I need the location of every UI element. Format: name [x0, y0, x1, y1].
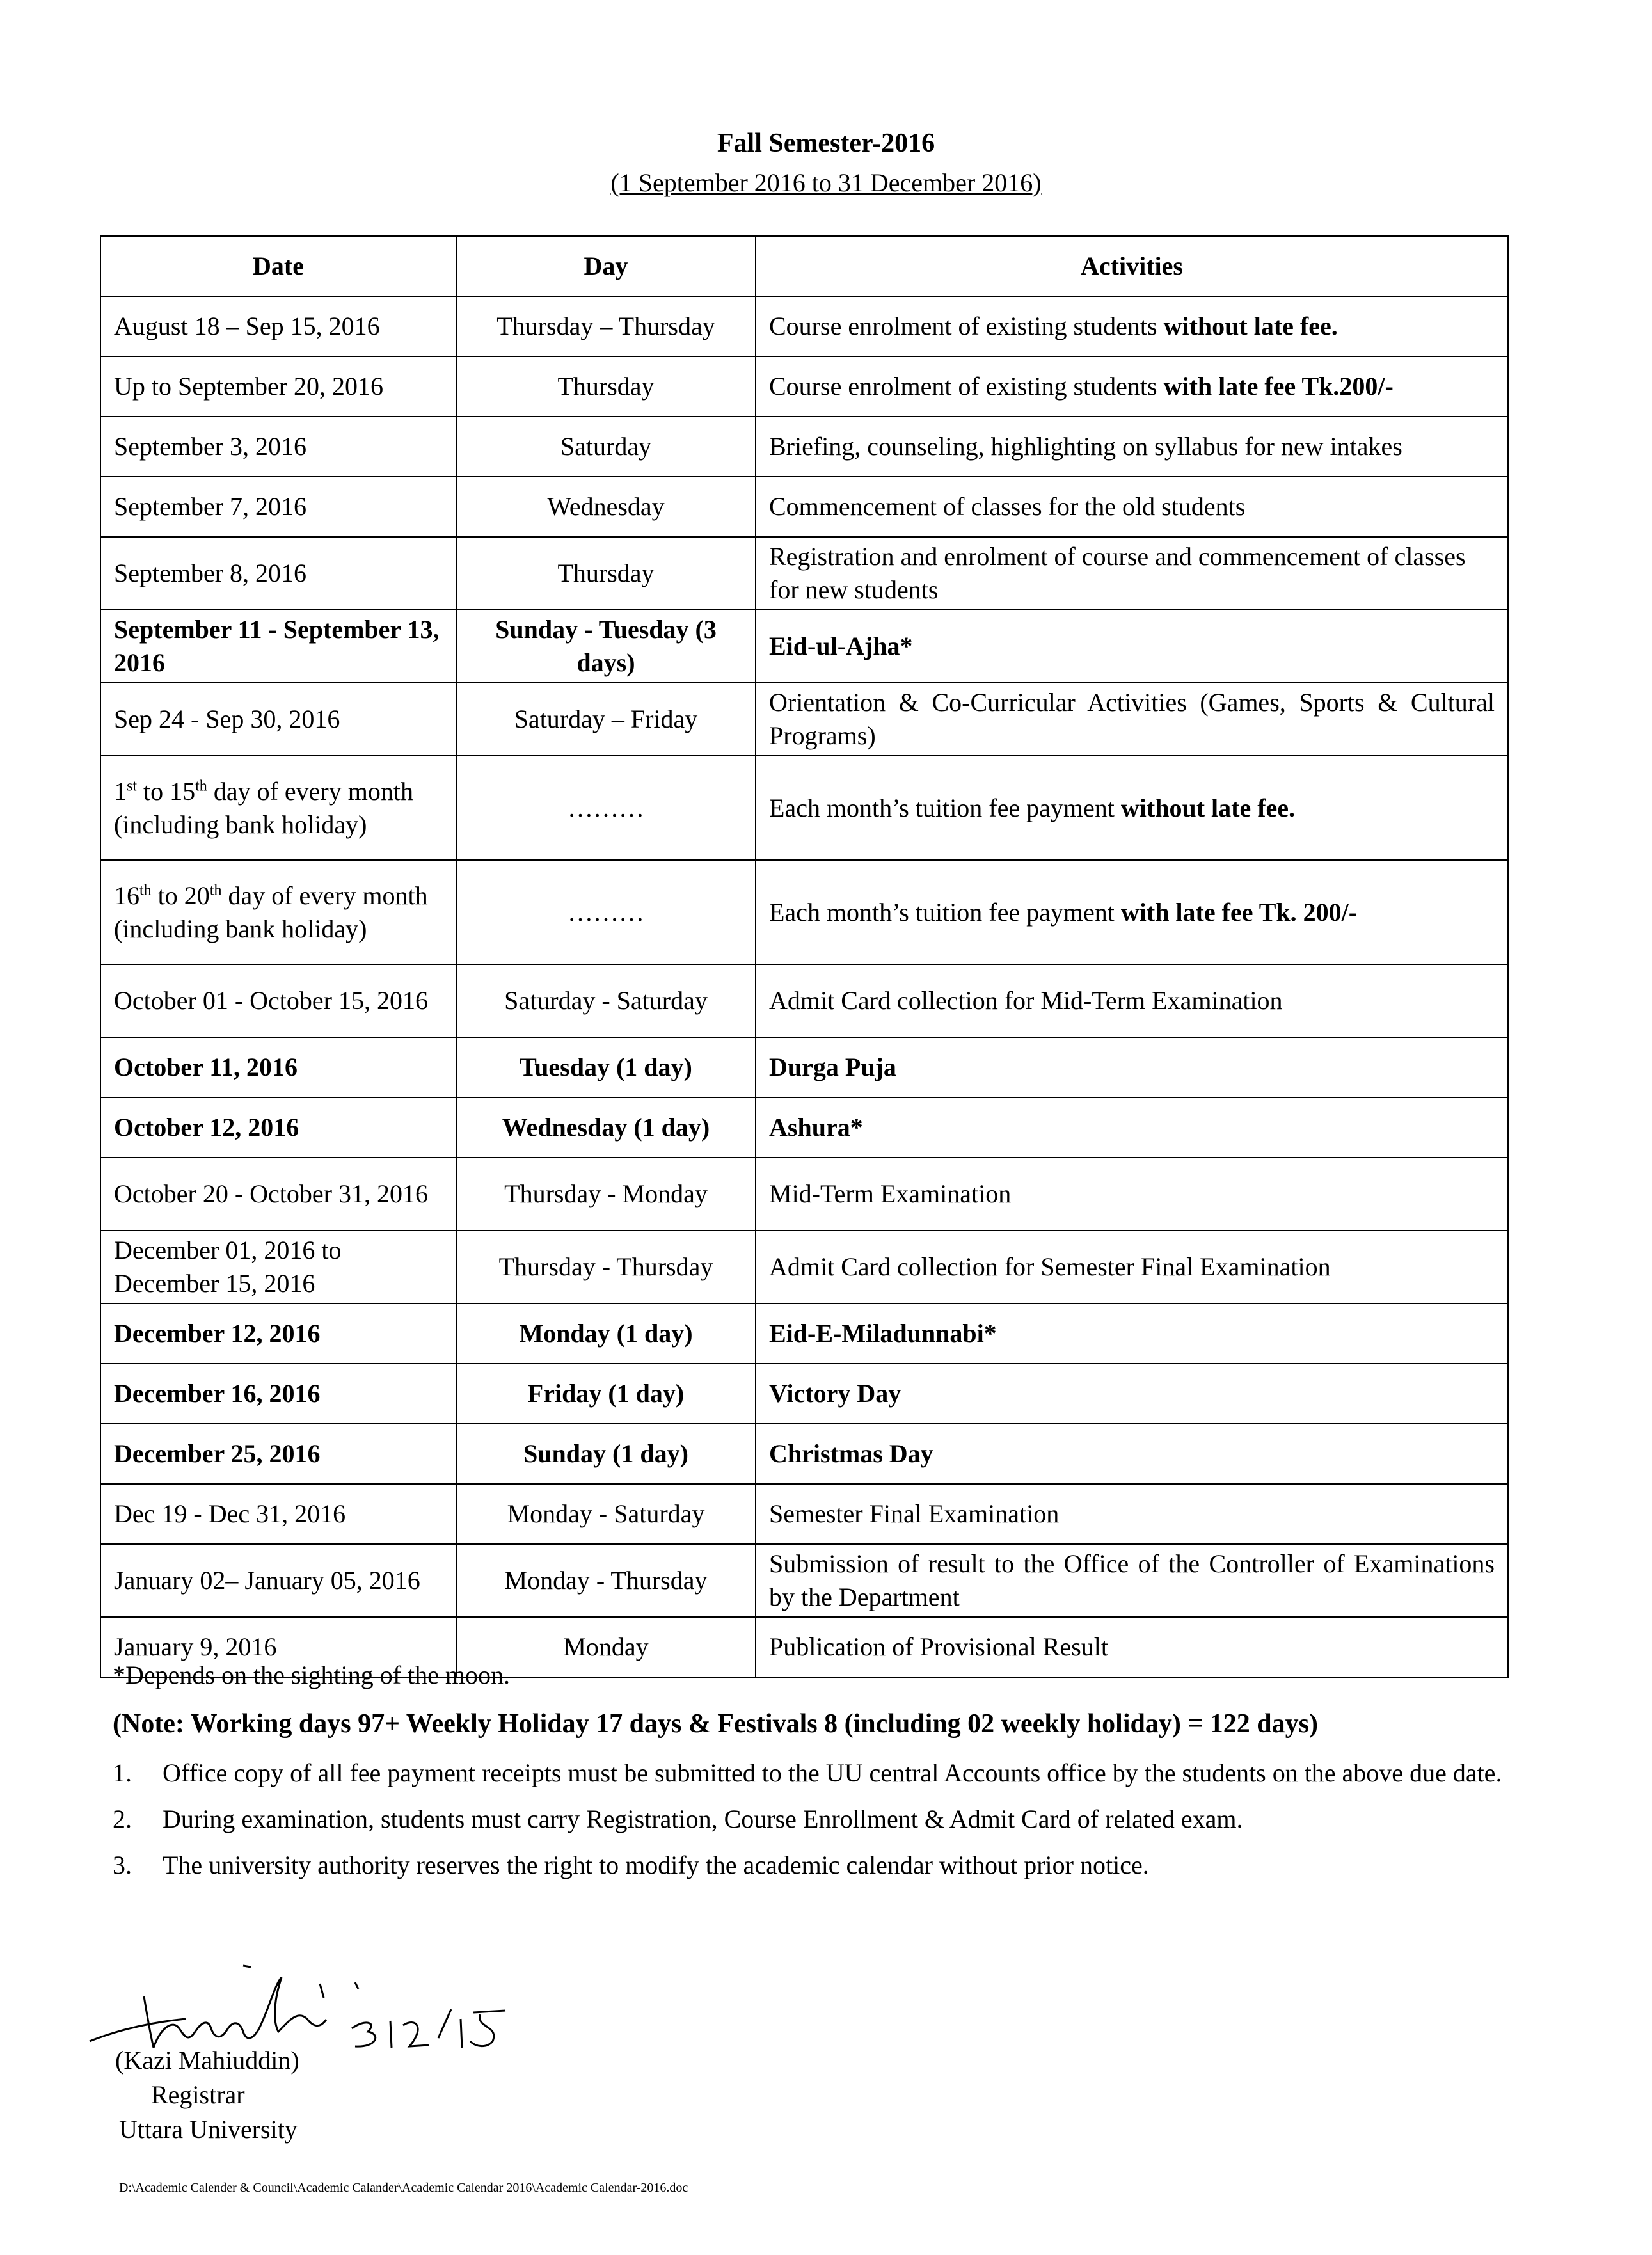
date-part: to 15	[137, 776, 196, 806]
table-row	[100, 296, 1508, 356]
date-cell: October 01 - October 15, 2016	[100, 964, 456, 1037]
signatory-title: Registrar	[151, 2080, 245, 2109]
activity-cell: Briefing, counseling, highlighting on syllabus for new intakes	[756, 417, 1508, 477]
column-header-day: Day	[456, 236, 756, 296]
table-row-holiday	[100, 1037, 1508, 1097]
page-subtitle: (1 September 2016 to 31 December 2016)	[610, 168, 1042, 197]
activity-cell: Eid-ul-Ajha*	[756, 610, 1508, 683]
table-row	[100, 964, 1508, 1037]
day-cell: ………	[456, 860, 756, 964]
list-text: Office copy of all fee payment receipts must be submitted to the UU central Accounts office by the students on the above due date.	[163, 1758, 1502, 1787]
day-cell: Tuesday (1 day)	[456, 1037, 756, 1097]
list-number: 1.	[113, 1758, 132, 1787]
date-cell: Sep 24 - Sep 30, 2016	[100, 683, 456, 756]
day-cell: ………	[456, 756, 756, 860]
day-cell: Wednesday (1 day)	[456, 1097, 756, 1158]
day-cell: Monday (1 day)	[456, 1303, 756, 1364]
day-cell: Thursday	[456, 537, 756, 610]
activity-cell: Christmas Day	[756, 1424, 1508, 1484]
activity-text: Course enrolment of existing students	[769, 312, 1164, 340]
activity-emphasis: without late fee.	[1163, 312, 1338, 340]
ordinal-suffix: th	[195, 777, 207, 795]
activity-cell	[756, 356, 1508, 417]
date-cell: September 3, 2016	[100, 417, 456, 477]
date-cell: August 18 – Sep 15, 2016	[100, 296, 456, 356]
table-row	[100, 860, 1508, 964]
ordinal-suffix: th	[209, 882, 222, 899]
list-text: The university authority reserves the right to modify the academic calendar without prior notice.	[163, 1851, 1149, 1879]
table-row	[100, 683, 1508, 756]
working-days-note: (Note: Working days 97+ Weekly Holiday 17 days & Festivals 8 (including 02 weekly holiday) = 122 days)	[113, 1709, 1318, 1739]
date-cell: December 16, 2016	[100, 1364, 456, 1424]
ordinal-suffix: st	[127, 777, 138, 795]
table-row	[100, 537, 1508, 610]
day-cell: Thursday - Thursday	[456, 1231, 756, 1303]
table-row-holiday	[100, 1097, 1508, 1158]
date-cell: Up to September 20, 2016	[100, 356, 456, 417]
date-cell: December 01, 2016 to December 15, 2016	[100, 1231, 456, 1303]
date-cell: September 8, 2016	[100, 537, 456, 610]
day-cell: Thursday	[456, 356, 756, 417]
date-part: day of every month (including bank holiday)	[114, 776, 413, 839]
date-cell	[100, 756, 456, 860]
day-cell: Monday	[456, 1617, 756, 1677]
table-row-holiday	[100, 1424, 1508, 1484]
list-item	[113, 1802, 1507, 1837]
table-row	[100, 756, 1508, 860]
day-cell: Monday - Saturday	[456, 1484, 756, 1544]
activity-cell: Commencement of classes for the old students	[756, 477, 1508, 537]
table-row	[100, 1231, 1508, 1303]
date-cell: January 9, 2016	[100, 1617, 456, 1677]
date-cell: January 02– January 05, 2016	[100, 1544, 456, 1617]
activity-cell: Registration and enrolment of course and commencement of classes for new students	[756, 537, 1508, 610]
date-cell: October 20 - October 31, 2016	[100, 1158, 456, 1231]
activity-cell	[756, 756, 1508, 860]
signatory-organization: Uttara University	[119, 2115, 298, 2144]
ordinal-suffix: th	[139, 882, 152, 899]
day-cell: Saturday - Saturday	[456, 964, 756, 1037]
date-cell	[100, 860, 456, 964]
activity-cell	[756, 296, 1508, 356]
activity-cell: Orientation & Co-Curricular Activities (Games, Sports & Cultural Programs)	[756, 683, 1508, 756]
table-row	[100, 356, 1508, 417]
day-cell: Sunday (1 day)	[456, 1424, 756, 1484]
activity-emphasis: with late fee Tk.200/-	[1163, 372, 1394, 401]
activity-cell: Publication of Provisional Result	[756, 1617, 1508, 1677]
table-row	[100, 477, 1508, 537]
date-cell: September 7, 2016	[100, 477, 456, 537]
day-cell: Wednesday	[456, 477, 756, 537]
activity-cell: Eid-E-Miladunnabi*	[756, 1303, 1508, 1364]
signatory-name: (Kazi Mahiuddin)	[115, 2046, 299, 2075]
column-header-activities: Activities	[756, 236, 1508, 296]
date-part: 1	[114, 776, 127, 806]
activity-text: Course enrolment of existing students	[769, 372, 1164, 401]
list-item	[113, 1848, 1507, 1883]
activity-text: Each month’s tuition fee payment	[769, 897, 1121, 927]
activity-cell: Durga Puja	[756, 1037, 1508, 1097]
date-cell: October 11, 2016	[100, 1037, 456, 1097]
activity-text: Each month’s tuition fee payment	[769, 793, 1121, 822]
date-cell: December 25, 2016	[100, 1424, 456, 1484]
list-number: 2.	[113, 1805, 132, 1833]
date-part: to 20	[151, 880, 210, 910]
activity-emphasis: without late fee.	[1120, 793, 1296, 822]
footnote: *Depends on the sighting of the moon.	[113, 1661, 511, 1689]
activity-cell: Semester Final Examination	[756, 1484, 1508, 1544]
activity-cell: Admit Card collection for Mid-Term Examination	[756, 964, 1508, 1037]
column-header-date: Date	[100, 236, 456, 296]
date-cell: September 11 - September 13, 2016	[100, 610, 456, 683]
table-row-holiday	[100, 1364, 1508, 1424]
day-cell: Saturday – Friday	[456, 683, 756, 756]
activity-emphasis: with late fee Tk. 200/-	[1120, 897, 1358, 927]
table-row	[100, 417, 1508, 477]
day-cell: Thursday - Monday	[456, 1158, 756, 1231]
date-cell: October 12, 2016	[100, 1097, 456, 1158]
table-row	[100, 1544, 1508, 1617]
table-row-holiday	[100, 610, 1508, 683]
table-header-row	[100, 236, 1508, 296]
list-number: 3.	[113, 1851, 132, 1879]
date-part: 16	[114, 880, 139, 910]
table-row	[100, 1158, 1508, 1231]
activity-cell: Ashura*	[756, 1097, 1508, 1158]
page-title: Fall Semester-2016	[717, 129, 935, 158]
day-cell: Thursday – Thursday	[456, 296, 756, 356]
day-cell: Monday - Thursday	[456, 1544, 756, 1617]
activity-cell	[756, 860, 1508, 964]
day-cell: Saturday	[456, 417, 756, 477]
date-cell: December 12, 2016	[100, 1303, 456, 1364]
activity-cell: Mid-Term Examination	[756, 1158, 1508, 1231]
academic-calendar-table	[100, 235, 1509, 1678]
date-part: day of every month (including bank holiday)	[114, 880, 428, 943]
activity-cell: Submission of result to the Office of the Controller of Examinations by the Department	[756, 1544, 1508, 1617]
day-cell: Friday (1 day)	[456, 1364, 756, 1424]
notes-list	[113, 1756, 1507, 1894]
table-row-holiday	[100, 1303, 1508, 1364]
activity-cell: Victory Day	[756, 1364, 1508, 1424]
list-item	[113, 1756, 1507, 1790]
table-row	[100, 1484, 1508, 1544]
file-path: D:\Academic Calender & Council\Academic Calander\Academic Calendar 2016\Academic Calendar-2016.doc	[119, 2181, 688, 2195]
day-cell: Sunday - Tuesday (3 days)	[456, 610, 756, 683]
activity-cell: Admit Card collection for Semester Final Examination	[756, 1231, 1508, 1303]
date-cell: Dec 19 - Dec 31, 2016	[100, 1484, 456, 1544]
list-text: During examination, students must carry Registration, Course Enrollment & Admit Card of related exam.	[163, 1805, 1243, 1833]
